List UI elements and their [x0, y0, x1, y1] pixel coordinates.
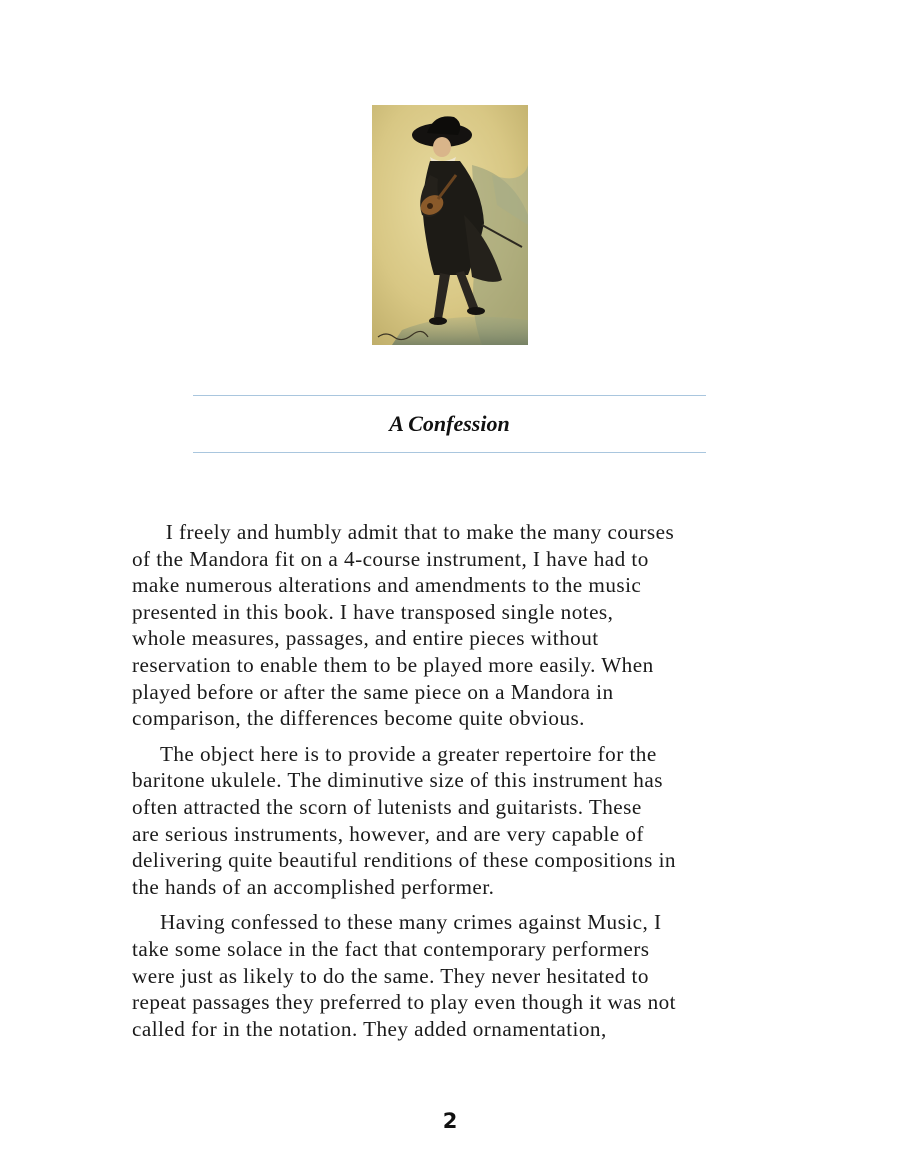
text-line: comparison, the differences become quite obvious. [132, 706, 585, 731]
text-line: repeat passages they preferred to play even though it was not [132, 990, 677, 1015]
paragraph-2 [132, 741, 772, 901]
heading-rule-top [193, 395, 706, 396]
paragraph-3 [132, 909, 772, 1042]
text-line: whole measures, passages, and entire pieces without [132, 626, 599, 651]
musician-with-mandora-icon [372, 105, 528, 345]
text-line: baritone ukulele. The diminutive size of this instrument has [132, 768, 663, 793]
page-number: 2 [442, 1109, 458, 1133]
text-line: played before or after the same piece on a Mandora in [132, 679, 614, 704]
text-line: called for in the notation. They added ornamentation, [132, 1016, 607, 1041]
musician-illustration [372, 105, 528, 345]
body-text [132, 519, 772, 1051]
text-line: take some solace in the fact that contemporary performers [132, 936, 650, 961]
paragraph-1 [132, 519, 772, 732]
text-line: delivering quite beautiful renditions of these compositions in [132, 848, 676, 873]
text-line: The object here is to provide a greater repertoire for the [160, 741, 657, 766]
text-line: reservation to enable them to be played more easily. When [132, 652, 654, 677]
text-line: presented in this book. I have transposed single notes, [132, 599, 614, 624]
text-line: Having confessed to these many crimes against Music, I [160, 910, 662, 935]
text-line: are serious instruments, however, and are very capable of [132, 821, 644, 846]
text-line: often attracted the scorn of lutenists and guitarists. These [132, 794, 642, 819]
text-line: make numerous alterations and amendments to the music [132, 573, 642, 598]
text-line: I freely and humbly admit that to make the many courses [160, 520, 675, 544]
section-heading: A Confession [389, 411, 510, 436]
text-line: of the Mandora fit on a 4-course instrument, I have had to [132, 546, 649, 571]
heading-rule-bottom [193, 452, 706, 453]
text-line: were just as likely to do the same. They never hesitated to [132, 963, 649, 988]
text-line: the hands of an accomplished performer. [132, 874, 495, 899]
